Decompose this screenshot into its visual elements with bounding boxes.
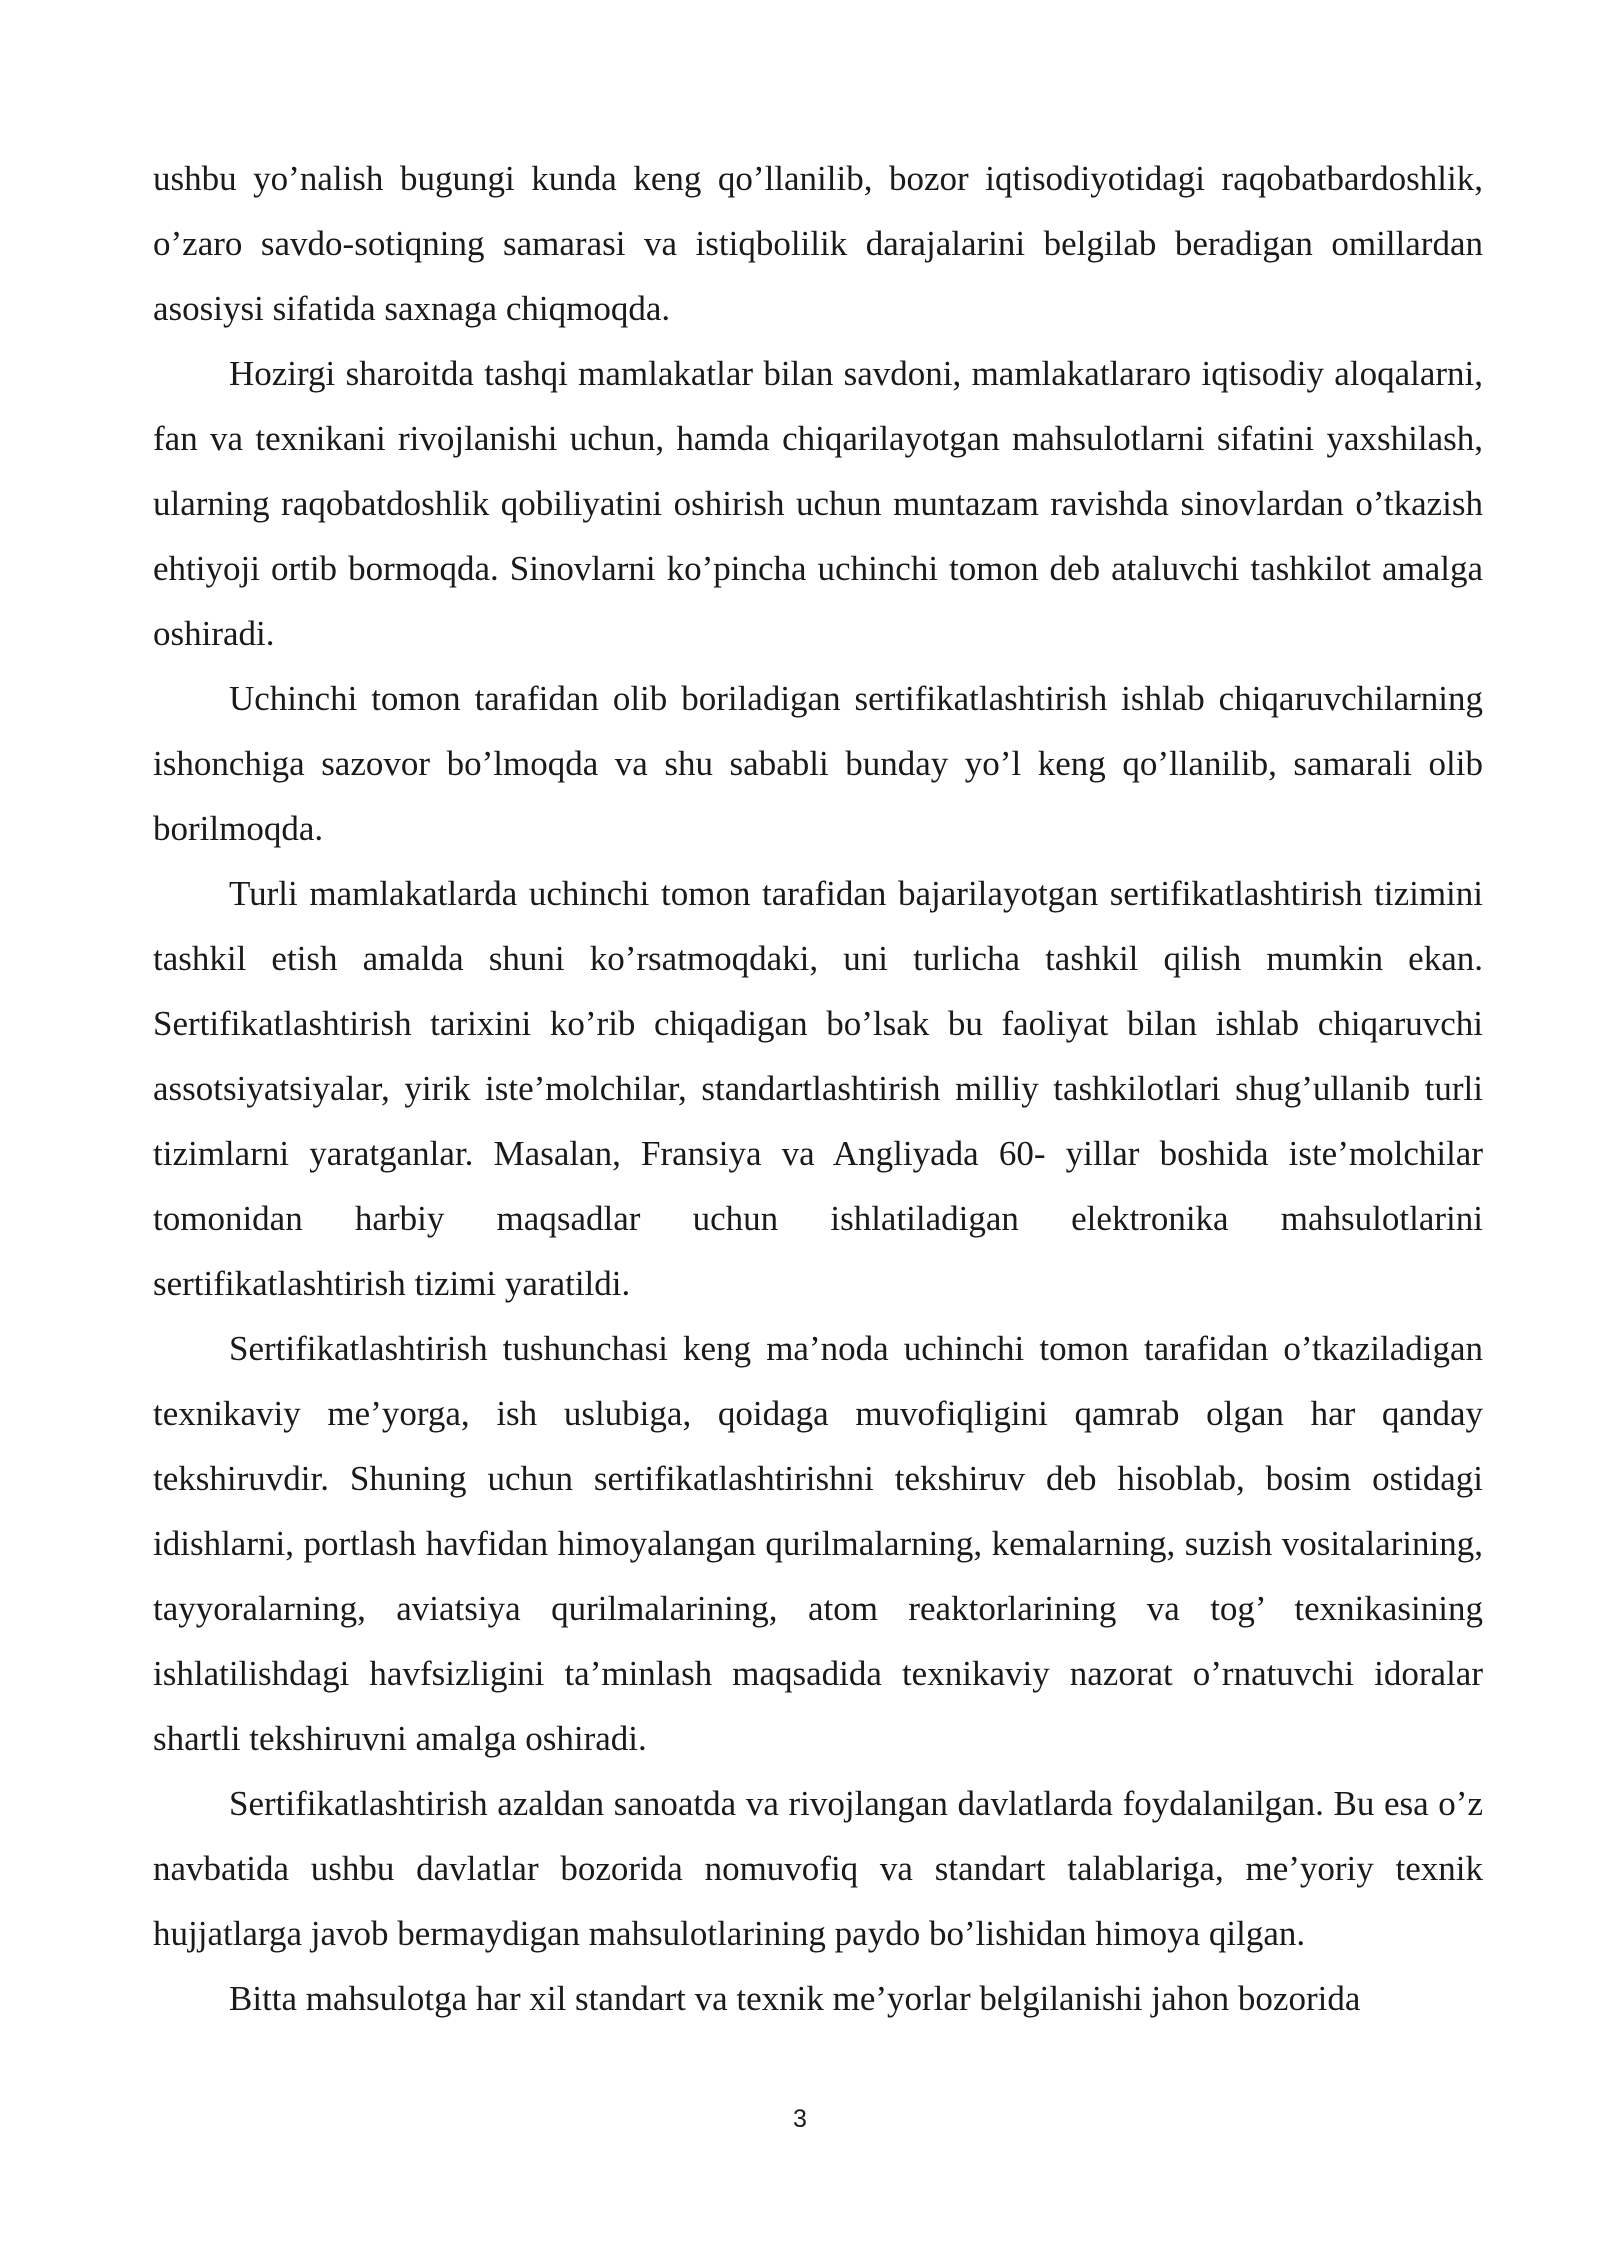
- paragraph-continuation: ushbu yo’nalish bugungi kunda keng qo’llanilib, bozor iqtisodiyotidagi raqobatbardoshlik, o’zaro savdo-sotiqning samarasi va istiqbolilik darajalarini belgilab beradigan omillardan asosiysi sifatida saxnaga chiqmoqda.: [153, 159, 1483, 328]
- paragraph-history: Sertifikatlashtirish azaldan sanoatda va rivojlangan davlatlarda foydalanilgan. Bu esa o’z navbatida ushbu davlatlar bozorida nomuvofiq va standart talablariga, me’yoriy texnik hujjatlarga javob bermaydigan mahsulotlarining paydo bo’lishidan himoya qilgan.: [153, 1784, 1483, 1953]
- paragraph-standards: Bitta mahsulotga har xil standart va texnik me’yorlar belgilanishi jahon bozorida: [229, 1979, 1361, 2018]
- page-number: 3: [793, 2105, 807, 2133]
- document-body: [153, 146, 1483, 2031]
- paragraph-concept: Sertifikatlashtirish tushunchasi keng ma’noda uchinchi tomon tarafidan o’tkaziladigan texnikaviy me’yorga, ish uslubiga, qoidaga muvofiqligini qamrab olgan har qanday tekshiruvdir. Shuning uchun sertifikatlashtirishni tekshiruv deb hisoblab, bosim ostidagi idishlarni, portlash havfidan himoyalangan qurilmalarning, kemalarning, suzish vositalarining, tayyoralarning, aviatsiya qurilmalarining, atom reaktorlarining va tog’ texnikasining ishlatilishdagi havfsizligini ta’minlash maqsadida texnikaviy nazorat o’rnatuvchi idoralar shartli tekshiruvni amalga oshiradi.: [153, 1329, 1483, 1758]
- paragraph-countries: Turli mamlakatlarda uchinchi tomon tarafidan bajarilayotgan sertifikatlashtirish tizimini tashkil etish amalda shuni ko’rsatmoqdaki, uni turlicha tashkil qilish mumkin ekan. Sertifikatlashtirish tarixini ko’rib chiqadigan bo’lsak bu faoliyat bilan ishlab chiqaruvchi assotsiyatsiyalar, yirik iste’molchilar, standartlashtirish milliy tashkilotlari shug’ullanib turli tizimlarni yaratganlar. Masalan, Fransiya va Angliyada 60- yillar boshida iste’molchilar tomonidan harbiy maqsadlar uchun ishlatiladigan elektronika mahsulotlarini sertifikatlashtirish tizimi yaratildi.: [153, 874, 1483, 1303]
- paragraph-testing-need: Hozirgi sharoitda tashqi mamlakatlar bilan savdoni, mamlakatlararo iqtisodiy aloqalarni, fan va texnikani rivojlanishi uchun, hamda chiqarilayotgan mahsulotlarni sifatini yaxshilash, ularning raqobatdoshlik qobiliyatini oshirish uchun muntazam ravishda sinovlardan o’tkazish ehtiyoji ortib bormoqda. Sinovlarni ko’pincha uchinchi tomon deb ataluvchi tashkilot amalga oshiradi.: [153, 354, 1483, 653]
- paragraph-third-party: Uchinchi tomon tarafidan olib boriladigan sertifikatlashtirish ishlab chiqaruvchilarning ishonchiga sazovor bo’lmoqda va shu sababli bunday yo’l keng qo’llanilib, samarali olib borilmoqda.: [153, 679, 1483, 848]
